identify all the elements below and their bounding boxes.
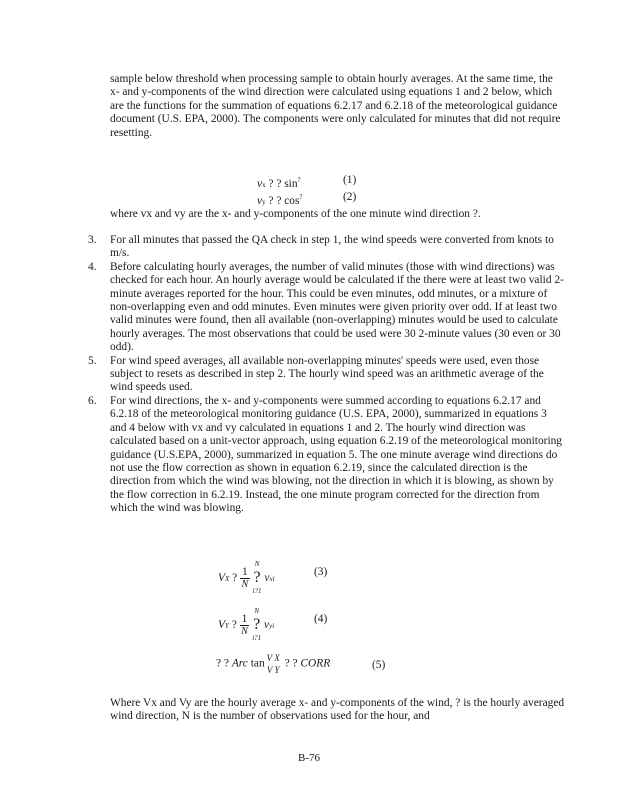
eq5-tail: ? ? bbox=[284, 657, 298, 670]
eq1-sub: x bbox=[262, 180, 266, 189]
eq2-lhs: v bbox=[257, 194, 263, 207]
eq5-fraction: V X V Y bbox=[266, 653, 280, 675]
eq2-sup: ? bbox=[299, 193, 303, 201]
eq3-term-sub: xi bbox=[269, 575, 275, 584]
eq4-summation: N ? i?1 bbox=[252, 607, 262, 643]
eq1-lhs: v bbox=[257, 177, 263, 190]
eq2-number: (2) bbox=[343, 191, 357, 203]
eq1-mid: ? ? sin bbox=[268, 177, 298, 190]
list-item bbox=[88, 355, 565, 395]
equation-3 bbox=[218, 558, 275, 599]
eq5-corr: CORR bbox=[300, 657, 331, 670]
eq3-fraction: $\frac{1}{N}$ bbox=[241, 565, 249, 590]
equation-2 bbox=[257, 191, 303, 209]
eq3-sub: X bbox=[224, 575, 230, 584]
eq5-lhs: ? ? bbox=[216, 657, 229, 670]
eq4-equals: ? bbox=[231, 619, 237, 632]
list-item bbox=[88, 395, 565, 516]
closing-paragraph: Where Vx and Vy are the hourly average x- and y-components of the wind, ? is the hourly averaged wind direction, N is the number of observations used for the hour, and bbox=[110, 697, 565, 723]
page-number: B-76 bbox=[298, 752, 320, 764]
eq5-tan: tan bbox=[250, 657, 265, 670]
eq4-number: (4) bbox=[314, 613, 328, 625]
eq3-summation: N ? i?1 bbox=[252, 560, 262, 596]
where-text: where vx and vy are the x- and y-components of the one minute wind direction ?. bbox=[110, 208, 481, 220]
eq3-term: v bbox=[264, 572, 270, 585]
steps-list bbox=[88, 234, 565, 516]
eq3-equals: ? bbox=[232, 572, 238, 585]
step-number: 6. bbox=[88, 394, 97, 407]
eq5-func: Arc bbox=[231, 657, 248, 670]
step-number: 5. bbox=[88, 354, 97, 367]
step-text: For wind speed averages, all available non-overlapping minutes' speeds were used, even those subject to resets as described in step 2. The hourly wind speed was an arithmetic average of the wind speeds used. bbox=[110, 354, 544, 394]
eq2-sub: y bbox=[262, 197, 266, 206]
step-number: 4. bbox=[88, 260, 97, 273]
eq4-lhs: V bbox=[218, 619, 225, 632]
equation-5 bbox=[216, 652, 330, 676]
eq1-number: (1) bbox=[343, 174, 357, 186]
step-text: For all minutes that passed the QA check in step 1, the wind speeds were converted from knots to m/s. bbox=[110, 234, 554, 260]
equation-1 bbox=[257, 174, 301, 192]
eq4-term: v bbox=[264, 619, 270, 632]
list-item bbox=[88, 234, 565, 261]
step-text: For wind directions, the x- and y-components were summed according to equations 6.2.17 and 6.2.18 of the meteorological monitoring guidance (U.S. EPA, 2000), summarized in equations 3 and 4 below with vx and vy calculated in equations 1 and 2. The hourly wind direction was calculated based on a unit-vector approach, using equation 6.2.19 of the meteorological monitoring guidance (U.S.EPA, 2000), summarized in equation 5. The one minute average wind directions do not use the flow correction as shown in equation 6.2.19, since the calculated direction is the direction from which the wind was blowing, not the direction in which it is blowing, as shown by the flow correction in 6.2.19. Instead, the one minute program corrected for the direction from which the wind was blowing. bbox=[110, 394, 563, 515]
eq3-lhs: V bbox=[218, 572, 225, 585]
eq4-sub: Y bbox=[224, 622, 229, 631]
intro-paragraph: sample below threshold when processing sample to obtain hourly averages. At the same time, the x- and y-components of the wind direction were calculated using equations 1 and 2 below, which are the functions for the summation of equations 6.2.17 and 6.2.18 of the meteorological guidance document (U.S. EPA, 2000). The components were only calculated for minutes that did not require resetting. bbox=[110, 73, 561, 139]
eq2-mid: ? ? cos bbox=[268, 194, 300, 207]
eq4-fraction: $\frac{1}{N}$ bbox=[241, 612, 248, 637]
eq5-number: (5) bbox=[372, 659, 386, 671]
equation-4 bbox=[218, 605, 274, 646]
eq4-term-sub: yi bbox=[269, 622, 275, 631]
eq3-number: (3) bbox=[314, 566, 328, 578]
list-item bbox=[88, 261, 565, 355]
eq1-sup: ? bbox=[297, 176, 301, 184]
step-number: 3. bbox=[88, 234, 97, 246]
step-text: Before calculating hourly averages, the number of valid minutes (those with wind directions) was checked for each hour. An hourly average would be calculated if the there were at least two valid 2-minute averages reported for the hour. This could be even minutes, odd minutes, or a mixture of non-overlapping even and odd minutes. Even minutes were given priority over odd. If at least two valid minutes were found, then all available (non-overlapping) minutes would be used to calculate hourly averages. The most observations that could be used were 30 2-minute values (30 even or 30 odd). bbox=[110, 260, 564, 354]
